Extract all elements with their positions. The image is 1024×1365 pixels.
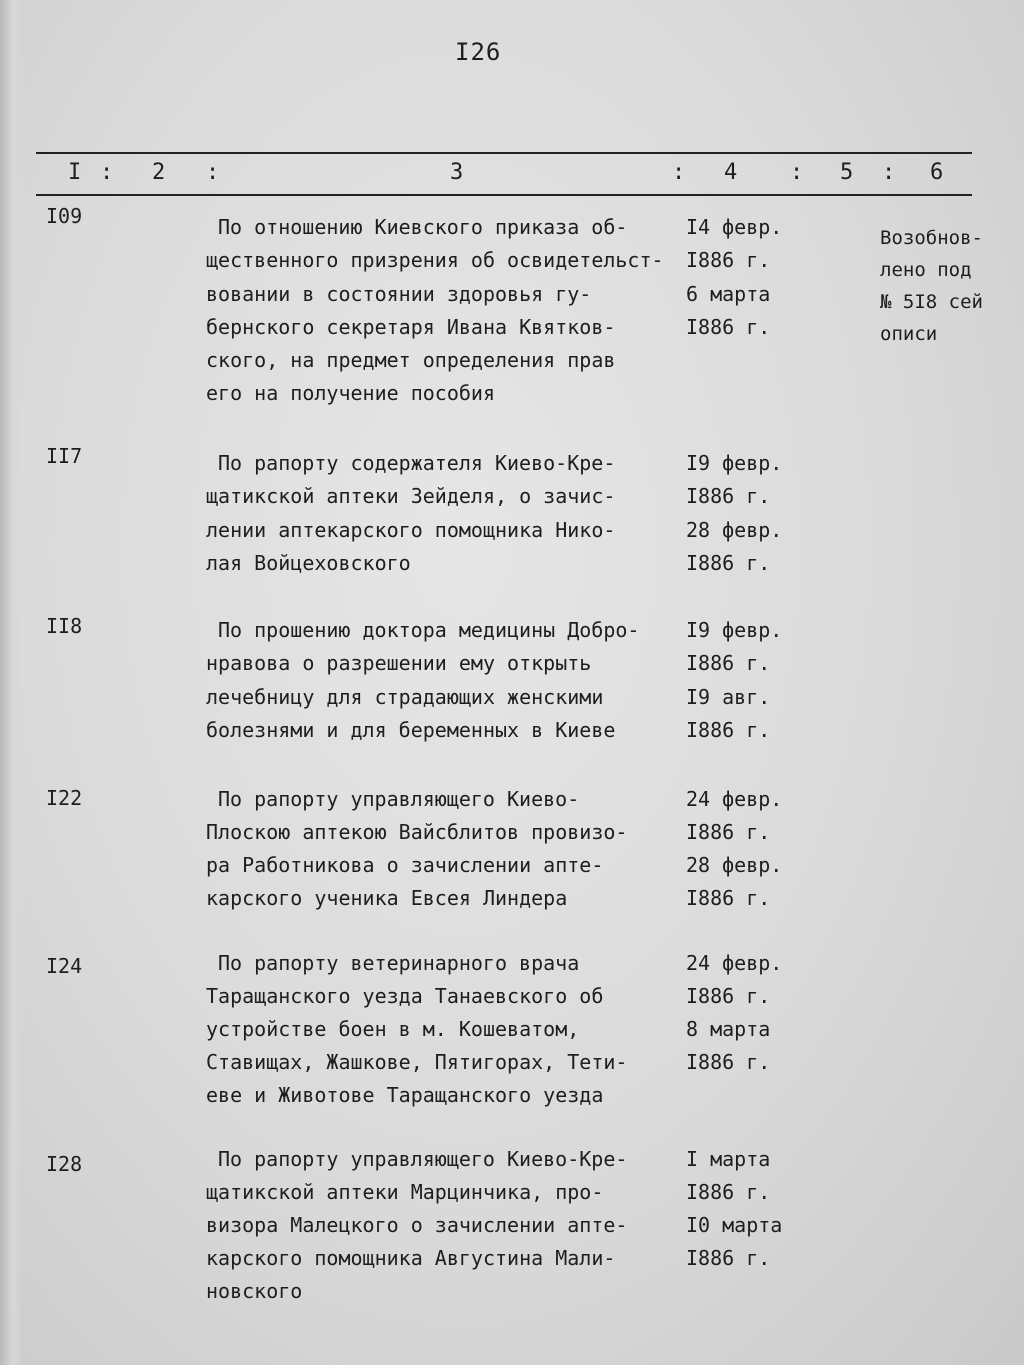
entry-date-start-year: I886 г.: [686, 1180, 771, 1204]
column-header-1: I: [68, 160, 82, 185]
entry-description-line: еве и Животове Таращанского уезда: [206, 1083, 604, 1107]
entry-description-line: По рапорту ветеринарного врача: [218, 951, 580, 975]
header-rule-top: [36, 152, 972, 154]
entry-date-start: 24 февр.: [686, 787, 783, 811]
entry-description-line: щатикской аптеки Зейделя, о зачис-: [206, 484, 616, 508]
entry-description-line: щественного призрения об освидетельст-: [206, 248, 664, 272]
entry-date-end: 28 февр.: [686, 518, 783, 542]
entry-description-line: Таращанского уезда Танаевского об: [206, 984, 604, 1008]
entry-description-line: лая Войцеховского: [206, 551, 411, 575]
entry-description-line: По рапорту содержателя Киево-Кре-: [218, 451, 616, 475]
entry-date-start: 24 февр.: [686, 951, 783, 975]
entry-date-start: I9 февр.: [686, 618, 783, 642]
entry-description-line: Ставищах, Жашкове, Пятигорах, Тети-: [206, 1050, 628, 1074]
entry-description-line: вовании в состоянии здоровья гу-: [206, 282, 592, 306]
column-header-3: 3: [450, 160, 464, 185]
entry-date-end: 8 марта: [686, 1017, 771, 1041]
entry-description-line: лении аптекарского помощника Нико-: [206, 518, 616, 542]
entry-description-line: карского помощника Августина Мали-: [206, 1246, 616, 1270]
entry-date-start: I9 февр.: [686, 451, 783, 475]
entry-description-line: устройстве боен в м. Кошеватом,: [206, 1017, 580, 1041]
column-header-5: 5: [840, 160, 854, 185]
entry-date-end-year: I886 г.: [686, 886, 771, 910]
entry-description-line: ра Работникова о зачислении апте-: [206, 853, 604, 877]
entry-date-start: I4 февр.: [686, 215, 783, 239]
entry-date-start: I марта: [686, 1147, 771, 1171]
column-separator: :: [790, 160, 804, 185]
entry-description-line: визора Малецкого о зачислении апте-: [206, 1213, 628, 1237]
entry-number: I28: [46, 1152, 83, 1176]
entry-description-line: новского: [206, 1279, 303, 1303]
entry-number: II7: [46, 444, 83, 468]
entry-date-end: 28 февр.: [686, 853, 783, 877]
entry-note: Возобнов-: [880, 227, 983, 249]
column-header-2: 2: [152, 160, 166, 185]
entry-number: I09: [46, 204, 83, 228]
column-separator: :: [100, 160, 114, 185]
column-header-4: 4: [724, 160, 738, 185]
entry-description-line: Плоскою аптекою Вайсблитов провизо-: [206, 820, 628, 844]
entry-date-end-year: I886 г.: [686, 551, 771, 575]
entry-number: II8: [46, 614, 83, 638]
entry-note: лено под: [880, 259, 972, 281]
entry-date-start-year: I886 г.: [686, 484, 771, 508]
entry-description-line: его на получение пособия: [206, 381, 495, 405]
entry-description-line: По прошению доктора медицины Добро-: [218, 618, 640, 642]
header-rule-bottom: [36, 194, 972, 196]
entry-description-line: болезнями и для беременных в Киеве: [206, 718, 616, 742]
entry-date-end-year: I886 г.: [686, 315, 771, 339]
column-separator: :: [672, 160, 686, 185]
entry-note: № 5I8 сей: [880, 291, 983, 313]
entry-date-end-year: I886 г.: [686, 718, 771, 742]
entry-number: I22: [46, 786, 83, 810]
page-number: I26: [455, 38, 502, 66]
entry-description-line: бернского секретаря Ивана Квятков-: [206, 315, 616, 339]
entry-description-line: карского ученика Евсея Линдера: [206, 886, 568, 910]
entry-description-line: ского, на предмет определения прав: [206, 348, 616, 372]
entry-date-start-year: I886 г.: [686, 248, 771, 272]
entry-description-line: нравова о разрешении ему открыть: [206, 651, 592, 675]
entry-date-start-year: I886 г.: [686, 984, 771, 1008]
entry-date-end: I0 марта: [686, 1213, 783, 1237]
column-header-6: 6: [930, 160, 944, 185]
column-separator: :: [882, 160, 896, 185]
entry-date-end: 6 марта: [686, 282, 771, 306]
entry-description-line: лечебницу для страдающих женскими: [206, 685, 604, 709]
entry-number: I24: [46, 954, 83, 978]
page-binding-shadow: [0, 0, 22, 1365]
entry-date-start-year: I886 г.: [686, 651, 771, 675]
column-separator: :: [206, 160, 220, 185]
entry-note: описи: [880, 323, 938, 345]
entry-date-end: I9 авг.: [686, 685, 771, 709]
entry-description-line: щатикской аптеки Марцинчика, про-: [206, 1180, 604, 1204]
entry-date-end-year: I886 г.: [686, 1246, 771, 1270]
entry-description-line: По отношению Киевского приказа об-: [218, 215, 628, 239]
entry-date-start-year: I886 г.: [686, 820, 771, 844]
entry-date-end-year: I886 г.: [686, 1050, 771, 1074]
entry-description-line: По рапорту управляющего Киево-: [218, 787, 580, 811]
entry-description-line: По рапорту управляющего Киево-Кре-: [218, 1147, 628, 1171]
